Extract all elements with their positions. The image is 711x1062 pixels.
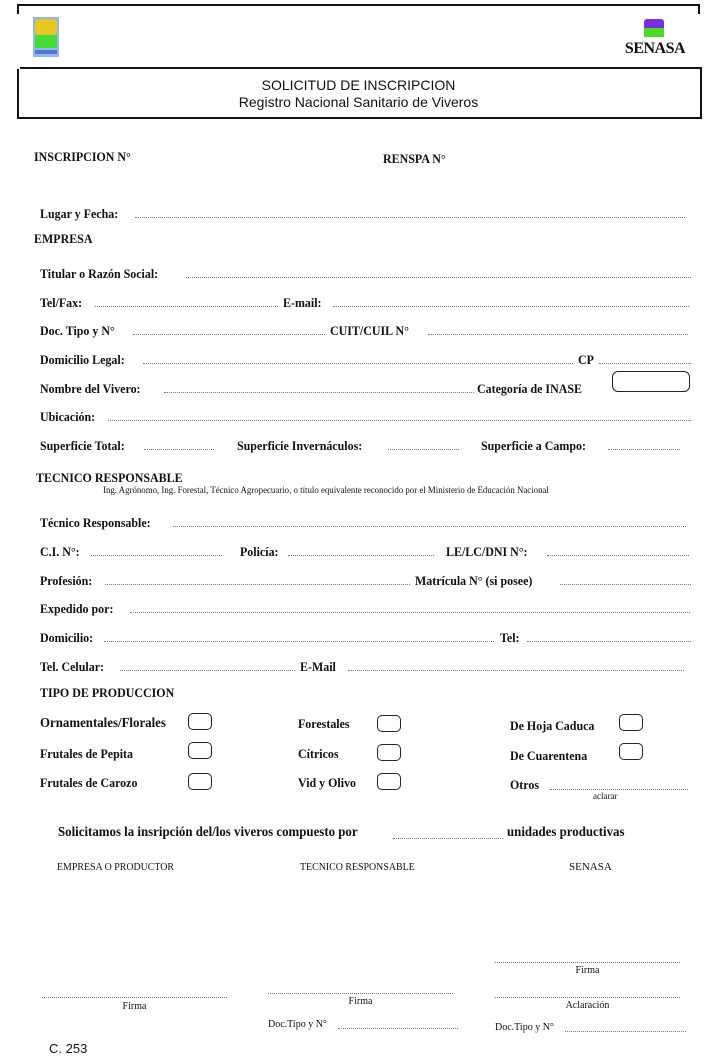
ci-field[interactable] bbox=[91, 555, 222, 556]
domicilio-label: Domicilio: bbox=[40, 630, 94, 645]
senasa-firma-line[interactable] bbox=[495, 962, 680, 963]
categoria-inase-field[interactable] bbox=[612, 371, 690, 392]
vid-olivo-label: Vid y Olivo bbox=[298, 775, 357, 790]
carozo-checkbox[interactable] bbox=[188, 773, 212, 790]
renspa-label: RENSPA N° bbox=[383, 151, 446, 166]
profesion-label: Profesión: bbox=[40, 573, 93, 588]
title-box-bottom bbox=[17, 117, 702, 119]
ubicacion-label: Ubicación: bbox=[40, 409, 96, 424]
telfax-label: Tel/Fax: bbox=[40, 295, 83, 310]
forestales-label: Forestales bbox=[298, 716, 350, 731]
cuit-field[interactable] bbox=[428, 334, 688, 335]
senasa-doc-field[interactable] bbox=[565, 1031, 686, 1032]
tecnico-firma-heading: TECNICO RESPONSABLE bbox=[300, 861, 415, 873]
senasa-logo bbox=[620, 18, 690, 62]
sup-campo-label: Superficie a Campo: bbox=[481, 438, 586, 453]
expedido-field[interactable] bbox=[130, 612, 690, 613]
empresa-firma-line[interactable] bbox=[42, 997, 227, 998]
carozo-label: Frutales de Carozo bbox=[40, 775, 138, 790]
lugar-fecha-label: Lugar y Fecha: bbox=[40, 206, 119, 221]
tecnico-heading: TECNICO RESPONSABLE bbox=[36, 470, 183, 485]
tel-label: Tel: bbox=[500, 630, 520, 645]
header-right-edge bbox=[698, 4, 700, 14]
sup-inver-field[interactable] bbox=[388, 449, 459, 450]
unidades-field[interactable] bbox=[393, 838, 503, 839]
doc-label: Doc. Tipo y N° bbox=[40, 323, 115, 338]
form-title: SOLICITUD DE INSCRIPCION bbox=[261, 77, 456, 93]
tecnico-doc-label: Doc.Tipo y N° bbox=[268, 1019, 327, 1030]
tecnico-firma-line[interactable] bbox=[268, 993, 453, 994]
header-divider bbox=[20, 67, 702, 69]
celular-field[interactable] bbox=[120, 670, 295, 671]
telfax-field[interactable] bbox=[95, 306, 278, 307]
solicitud-text-b: unidades productivas bbox=[507, 825, 625, 840]
citricos-label: Cítricos bbox=[298, 746, 339, 761]
citricos-checkbox[interactable] bbox=[377, 744, 401, 761]
senasa-logo-text: SENASA bbox=[624, 40, 686, 57]
nombre-vivero-field[interactable] bbox=[164, 392, 474, 393]
tecnico-doc-field[interactable] bbox=[338, 1028, 458, 1029]
form-subtitle: Registro Nacional Sanitario de Viveros bbox=[238, 94, 479, 110]
cuarentena-checkbox[interactable] bbox=[619, 743, 643, 760]
titular-field[interactable] bbox=[186, 277, 691, 278]
email-label: E-mail: bbox=[283, 295, 322, 310]
empresa-heading: EMPRESA bbox=[34, 231, 93, 246]
email-tec-field[interactable] bbox=[348, 670, 684, 671]
otros-label: Otros bbox=[510, 777, 540, 792]
categoria-label: Categoría de INASE bbox=[477, 381, 582, 396]
sup-campo-field[interactable] bbox=[608, 449, 680, 450]
header-left-edge bbox=[17, 4, 19, 14]
lugar-fecha-field[interactable] bbox=[135, 217, 685, 218]
form-code: C. 253 bbox=[49, 1041, 88, 1056]
tecnico-note: Ing. Agrónomo, Ing. Forestal, Técnico Agropecuario, o título equivalente reconocido por el Ministerio de Educación Nacional bbox=[103, 486, 549, 496]
domicilio-legal-label: Domicilio Legal: bbox=[40, 352, 125, 367]
vid-olivo-checkbox[interactable] bbox=[377, 773, 401, 790]
otros-field[interactable] bbox=[550, 789, 688, 790]
inscripcion-label: INSCRIPCION N° bbox=[34, 149, 131, 164]
email-tec-label: E-Mail bbox=[300, 659, 336, 674]
senasa-aclaracion-label: Aclaración bbox=[565, 1000, 610, 1011]
aclarar-hint: aclarar bbox=[593, 791, 618, 801]
domicilio-legal-field[interactable] bbox=[143, 363, 573, 364]
forestales-checkbox[interactable] bbox=[377, 715, 401, 732]
matricula-label: Matrícula N° (si posee) bbox=[415, 573, 533, 588]
domicilio-field[interactable] bbox=[104, 641, 494, 642]
senasa-firma-label: Firma bbox=[575, 965, 600, 976]
title-box-right bbox=[700, 69, 702, 119]
senasa-aclaracion-line[interactable] bbox=[495, 997, 680, 998]
solicitud-text-a: Solicitamos la insripción del/los viveros compuesto por bbox=[58, 825, 358, 840]
cp-label: CP bbox=[578, 352, 594, 367]
empresa-firma-heading: EMPRESA O PRODUCTOR bbox=[57, 861, 174, 873]
senasa-firma-heading: SENASA bbox=[569, 861, 612, 873]
ubicacion-field[interactable] bbox=[108, 420, 691, 421]
hoja-caduca-checkbox[interactable] bbox=[619, 714, 643, 731]
email-field[interactable] bbox=[333, 306, 689, 307]
cp-field[interactable] bbox=[599, 363, 691, 364]
profesion-field[interactable] bbox=[105, 584, 410, 585]
nombre-vivero-label: Nombre del Vivero: bbox=[40, 381, 141, 396]
dni-label: LE/LC/DNI N°: bbox=[446, 544, 528, 559]
senasa-logo-mark-icon bbox=[644, 19, 664, 28]
ci-label: C.I. N°: bbox=[40, 544, 80, 559]
tecnico-responsable-label: Técnico Responsable: bbox=[40, 515, 151, 530]
provincial-emblem-icon bbox=[33, 17, 59, 57]
doc-field[interactable] bbox=[133, 334, 325, 335]
pepita-label: Frutales de Pepita bbox=[40, 746, 134, 761]
sup-total-label: Superficie Total: bbox=[40, 438, 125, 453]
policia-field[interactable] bbox=[288, 555, 434, 556]
cuit-label: CUIT/CUIL N° bbox=[330, 323, 409, 338]
tecnico-responsable-field[interactable] bbox=[173, 526, 686, 527]
expedido-label: Expedido por: bbox=[40, 601, 114, 616]
tel-field[interactable] bbox=[527, 641, 691, 642]
policia-label: Policía: bbox=[240, 544, 279, 559]
sup-inver-label: Superficie Invernáculos: bbox=[237, 438, 363, 453]
cuarentena-label: De Cuarentena bbox=[510, 748, 588, 763]
pepita-checkbox[interactable] bbox=[188, 742, 212, 759]
ornamentales-checkbox[interactable] bbox=[188, 713, 212, 730]
hoja-caduca-label: De Hoja Caduca bbox=[510, 718, 595, 733]
tecnico-firma-label: Firma bbox=[348, 996, 373, 1007]
produccion-heading: TIPO DE PRODUCCION bbox=[40, 685, 175, 700]
empresa-firma-label: Firma bbox=[122, 1001, 147, 1012]
ornamentales-label: Ornamentales/Florales bbox=[40, 716, 166, 731]
titular-label: Titular o Razón Social: bbox=[40, 266, 159, 281]
matricula-field[interactable] bbox=[560, 584, 691, 585]
celular-label: Tel. Celular: bbox=[40, 659, 105, 674]
sup-total-field[interactable] bbox=[144, 449, 214, 450]
header-top-rule bbox=[17, 4, 700, 6]
dni-field[interactable] bbox=[547, 555, 689, 556]
senasa-doc-label: Doc.Tipo y N° bbox=[495, 1022, 554, 1033]
